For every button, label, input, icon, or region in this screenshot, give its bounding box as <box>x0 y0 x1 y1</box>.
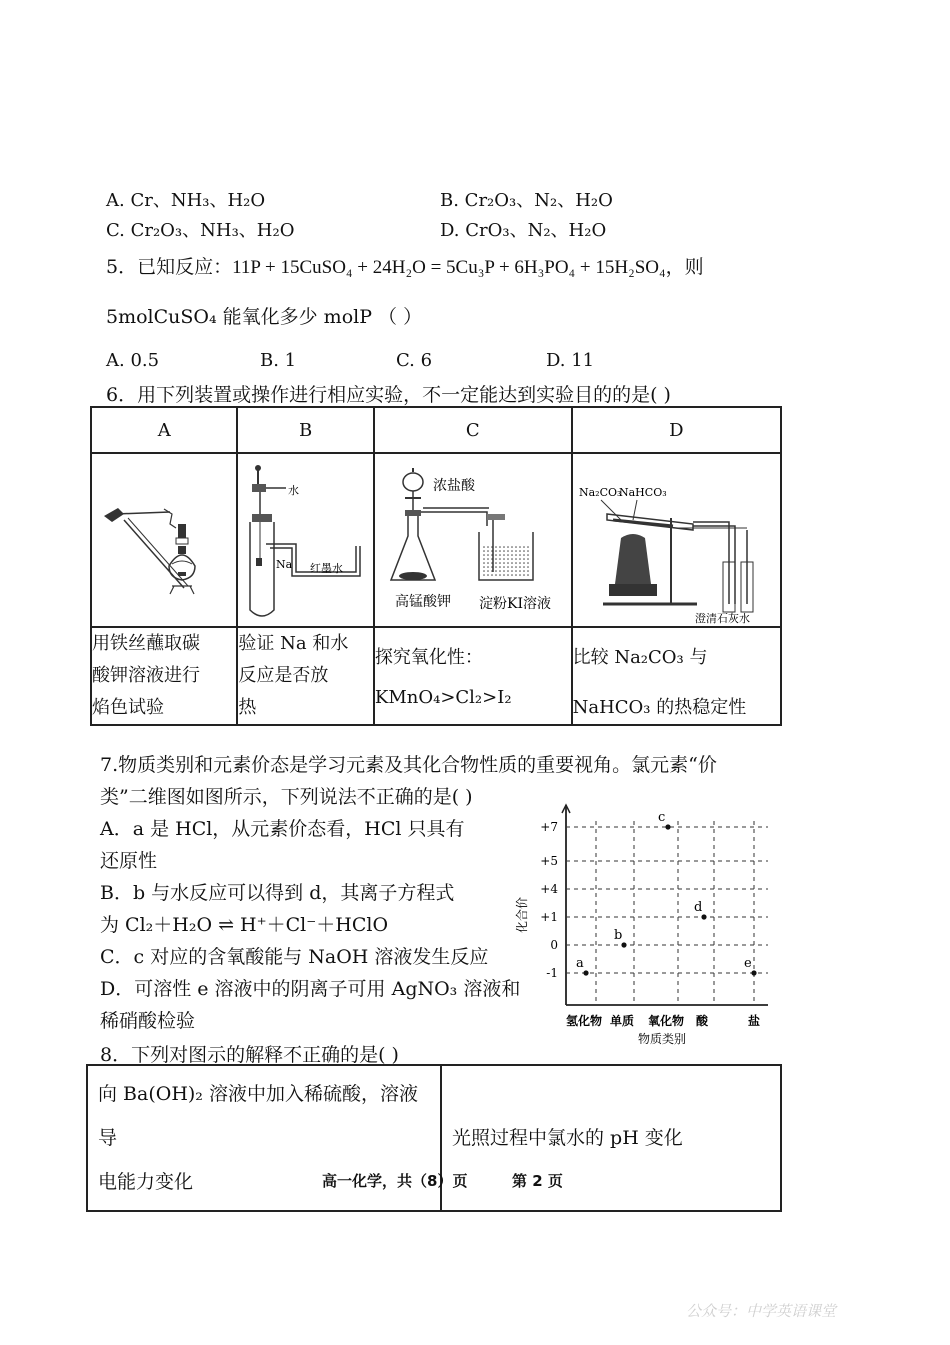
data-point-c <box>665 824 670 829</box>
q4-option-c: C. Cr₂O₃、NH₃、H₂O <box>106 220 295 241</box>
q8-cell2-text: 光照过程中氯水的 pH 变化 <box>452 1127 683 1149</box>
q7-option-d-line1: D．可溶性 e 溶液中的阴离子可用 AgNO₃ 溶液和 <box>100 978 521 1000</box>
y-tick-label: +5 <box>540 854 558 868</box>
q6-stem: 6．用下列装置或操作进行相应实验，不一定能达到实验目的的是( ) <box>106 384 671 406</box>
oxidation-apparatus <box>375 454 573 626</box>
flame-test-apparatus <box>92 454 239 626</box>
q7-option-a-line2: 还原性 <box>100 850 158 872</box>
caption-line: 验证 Na 和水 <box>238 633 349 654</box>
q7-stem-line1: 7.物质类别和元素价态是学习元素及其化合物性质的重要视角。氯元素“价 <box>100 754 717 776</box>
x-tick-label: 酸 <box>695 1014 709 1028</box>
b-red-ink-label: 红墨水 <box>310 562 344 575</box>
b-na-label: Na <box>276 558 293 571</box>
x-tick-label: 盐 <box>747 1014 761 1028</box>
d-nahco3-label: NaHCO₃ <box>618 486 667 499</box>
caption-line: 反应是否放 <box>238 665 329 686</box>
data-point-label: b <box>614 928 623 943</box>
x-tick-label: 单质 <box>609 1014 635 1028</box>
y-tick-label: +1 <box>540 910 558 924</box>
caption-line: 探究氧化性： <box>374 647 483 668</box>
q5-option-d: D. 11 <box>546 350 595 371</box>
b-water-label: 水 <box>288 484 300 497</box>
d-na2co3-label: Na₂CO₃ <box>578 486 622 499</box>
y-tick-label: 0 <box>550 938 558 952</box>
chlorine-valence-chart <box>510 795 780 1055</box>
q7-stem-line2: 类”二维图如图所示，下列说法不正确的是( ) <box>100 786 473 808</box>
caption-line: 比较 Na₂CO₃ 与 <box>572 647 708 668</box>
na-water-apparatus <box>238 454 375 626</box>
q6-caption-b <box>237 627 373 725</box>
q6-header-d: D <box>572 407 781 453</box>
q6-caption-a <box>91 627 237 725</box>
footer-subject: 高一化学，共（8）页 <box>322 1172 468 1190</box>
q5-stem <box>106 252 704 279</box>
q8-cell-ph <box>441 1065 781 1211</box>
x-tick-label: 氢化物 <box>565 1014 603 1028</box>
q5-equation: 11P + 15CuSO₄ + 24H₂O = 5Cu₃P + 6H₃PO₄ + 15H₂SO₄ <box>232 257 666 278</box>
q6-image-d <box>572 453 781 627</box>
q6-header-a: A <box>91 407 237 453</box>
data-point-label: d <box>694 900 703 915</box>
data-point-a <box>583 970 588 975</box>
x-axis-label: 物质类别 <box>637 1032 687 1046</box>
y-tick-label: -1 <box>546 966 558 980</box>
data-point-label: e <box>744 956 752 971</box>
q7-option-b-line1: B．b 与水反应可以得到 d，其离子方程式 <box>100 882 455 904</box>
q6-header-c: C <box>374 407 572 453</box>
q8-cell1-line1: 向 Ba(OH)₂ 溶液中加入稀硫酸，溶液导 <box>98 1083 418 1149</box>
q4-option-a: A. Cr、NH₃、H₂O <box>106 190 266 211</box>
q6-header-b: B <box>237 407 373 453</box>
caption-line: 酸钾溶液进行 <box>92 665 200 686</box>
y-tick-label: +7 <box>540 820 558 834</box>
q5-option-b: B. 1 <box>260 350 297 371</box>
c-ki-label: 淀粉KI溶液 <box>478 596 551 612</box>
q8-cell1-line2: 电能力变化 <box>98 1171 194 1193</box>
y-tick-label: +4 <box>540 882 558 896</box>
thermal-stability-apparatus <box>573 454 783 626</box>
q8-stem: 8．下列对图示的解释不正确的是( ) <box>100 1044 399 1066</box>
caption-line: 用铁丝蘸取碳 <box>92 633 200 654</box>
caption-line: KMnO₄>Cl₂>I₂ <box>374 687 512 708</box>
q6-experiment-table <box>90 406 782 726</box>
data-point-label: a <box>576 956 584 971</box>
q6-caption-d <box>572 627 781 725</box>
c-acid-label: 浓盐酸 <box>432 478 475 494</box>
data-point-b <box>621 942 626 947</box>
caption-line: NaHCO₃ 的热稳定性 <box>572 697 747 718</box>
q7-option-a-line1: A．a 是 HCl，从元素价态看，HCl 只具有 <box>100 818 465 840</box>
data-point-label: c <box>658 810 666 825</box>
q5-stem-prefix: 5．已知反应： <box>106 256 233 278</box>
x-tick-label: 氧化物 <box>647 1014 685 1028</box>
data-point-d <box>701 914 706 919</box>
q4-option-b: B. Cr₂O₃、N₂、H₂O <box>440 190 613 211</box>
q5-question: 5molCuSO₄ 能氧化多少 molP （ ） <box>106 306 423 328</box>
q6-image-b <box>237 453 373 627</box>
q7-option-b-line2: 为 Cl₂＋H₂O ⇌ H⁺＋Cl⁻＋HClO <box>100 914 389 936</box>
q7-option-d-line2: 稀硝酸检验 <box>100 1010 196 1032</box>
footer-page-number: 第 2 页 <box>512 1172 563 1190</box>
q5-option-c: C. 6 <box>396 350 433 371</box>
q6-image-a <box>91 453 237 627</box>
caption-line: 热 <box>238 697 257 718</box>
data-point-e <box>751 970 756 975</box>
q6-caption-c <box>374 627 572 725</box>
y-axis-label: 化合价 <box>515 896 529 934</box>
d-limewater-label: 澄清石灰水 <box>694 612 750 625</box>
q4-option-d: D. CrO₃、N₂、H₂O <box>440 220 607 241</box>
c-kmno4-label: 高锰酸钾 <box>394 594 451 610</box>
q5-option-a: A. 0.5 <box>106 350 160 371</box>
watermark: 公众号：中学英语课堂 <box>686 1302 837 1320</box>
q7-option-c: C．c 对应的含氧酸能与 NaOH 溶液发生反应 <box>100 946 489 968</box>
q5-stem-suffix: ，则 <box>665 256 704 278</box>
q6-image-c <box>374 453 572 627</box>
caption-line: 焰色试验 <box>92 697 164 718</box>
